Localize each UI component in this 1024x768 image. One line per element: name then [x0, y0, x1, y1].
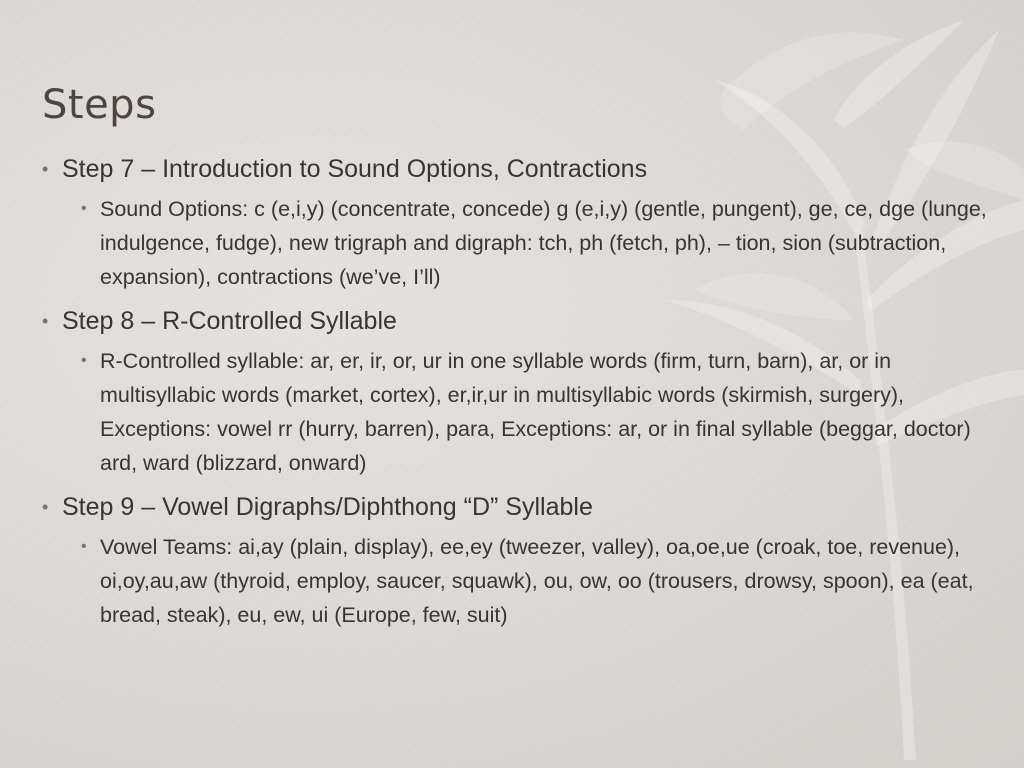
bullet-list: [42, 152, 992, 642]
list-item: [81, 344, 992, 480]
step-detail: R-Controlled syllable: ar, er, ir, or, ur in one syllable words (firm, turn, barn), ar, or in multisyllabic words (market, cortex), er,ir,ur in multisyllabic words (skirmish, surgery), Exceptions: vowel rr (hurry, barren), para, Exceptions: ar, or in final syllable (beggar, doctor) ard, ward (blizzard, onward): [100, 349, 971, 475]
step-heading: Step 8 – R-Controlled Syllable: [62, 307, 397, 335]
bullet-icon: •: [42, 497, 49, 517]
step-detail: Vowel Teams: ai,ay (plain, display), ee,ey (tweezer, valley), oa,oe,ue (croak, toe, revenue), oi,oy,au,aw (thyroid, employ, saucer, squawk), ou, ow, oo (trousers, drowsy, spoon), ea (eat, bread, steak), eu, ew, ui (Europe, few, suit): [100, 535, 974, 627]
list-item: [42, 152, 992, 186]
slide-title: Steps: [42, 82, 157, 128]
bullet-icon: •: [81, 352, 87, 369]
list-item: [81, 192, 992, 294]
list-item: [81, 530, 992, 632]
bullet-icon: •: [42, 311, 49, 331]
step-detail: Sound Options: c (e,i,y) (concentrate, concede) g (e,i,y) (gentle, pungent), ge, ce, dge (lunge, indulgence, fudge), new trigraph and digraph: tch, ph (fetch, ph), – tion, sion (subtraction, expansion), contractions (we’ve, I’ll): [100, 197, 987, 289]
bullet-icon: •: [81, 538, 87, 555]
step-heading: Step 9 – Vowel Digraphs/Diphthong “D” Syllable: [62, 493, 593, 521]
bullet-icon: •: [81, 200, 87, 217]
list-item: [42, 490, 992, 524]
step-heading: Step 7 – Introduction to Sound Options, Contractions: [62, 155, 648, 183]
list-item: [42, 304, 992, 338]
bullet-icon: •: [42, 159, 49, 179]
